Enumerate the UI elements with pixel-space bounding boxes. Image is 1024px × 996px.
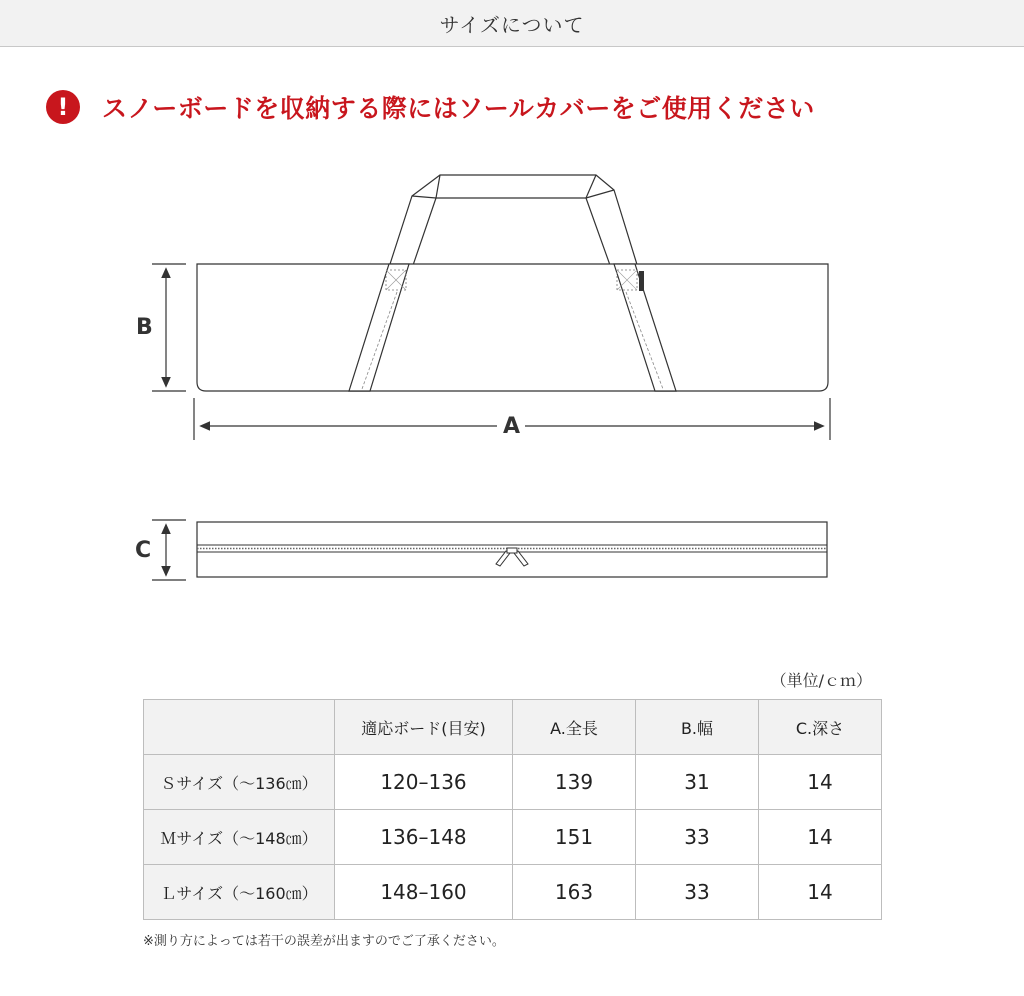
table-header-row xyxy=(144,700,882,755)
size-table xyxy=(143,699,882,920)
header-board: 適応ボード(目安) xyxy=(335,700,513,755)
header-length: A.全長 xyxy=(513,700,636,755)
dimension-a xyxy=(194,398,830,440)
width-value: 31 xyxy=(636,755,759,810)
depth-value: 14 xyxy=(759,865,882,920)
size-name: Ｌサイズ（～160㎝） xyxy=(144,865,335,920)
dimension-c xyxy=(135,520,186,580)
bag-front-view xyxy=(197,264,828,391)
dimension-a-label: A xyxy=(503,414,521,439)
warning-text: スノーボードを収納する際にはソールカバーをご使用ください xyxy=(102,94,815,123)
size-name: Ｓサイズ（～136㎝） xyxy=(144,755,335,810)
header-width: B.幅 xyxy=(636,700,759,755)
table-row xyxy=(144,810,882,865)
bag-top-view xyxy=(197,522,827,577)
dimension-b-label: B xyxy=(136,315,153,340)
length-value: 163 xyxy=(513,865,636,920)
board-range: 120–136 xyxy=(335,755,513,810)
board-range: 136–148 xyxy=(335,810,513,865)
length-value: 139 xyxy=(513,755,636,810)
depth-value: 14 xyxy=(759,755,882,810)
length-value: 151 xyxy=(513,810,636,865)
exclamation-circle-icon: ! xyxy=(46,90,80,124)
unit-label: （単位/ｃｍ） xyxy=(770,671,872,690)
table-row xyxy=(144,865,882,920)
dimension-c-label: C xyxy=(135,538,152,563)
header-empty xyxy=(144,700,335,755)
header-title: サイズについて xyxy=(439,12,585,37)
board-range: 148–160 xyxy=(335,865,513,920)
page-header xyxy=(0,0,1024,47)
size-name: Ｍサイズ（～148㎝） xyxy=(144,810,335,865)
warning-banner xyxy=(46,88,815,126)
width-value: 33 xyxy=(636,810,759,865)
depth-value: 14 xyxy=(759,810,882,865)
bag-size-diagram xyxy=(0,160,1024,600)
measurement-note: ※測り方によっては若干の誤差が出ますのでご了承ください。 xyxy=(143,934,505,949)
table-row xyxy=(144,755,882,810)
dimension-b xyxy=(136,264,186,391)
header-depth: C.深さ xyxy=(759,700,882,755)
width-value: 33 xyxy=(636,865,759,920)
